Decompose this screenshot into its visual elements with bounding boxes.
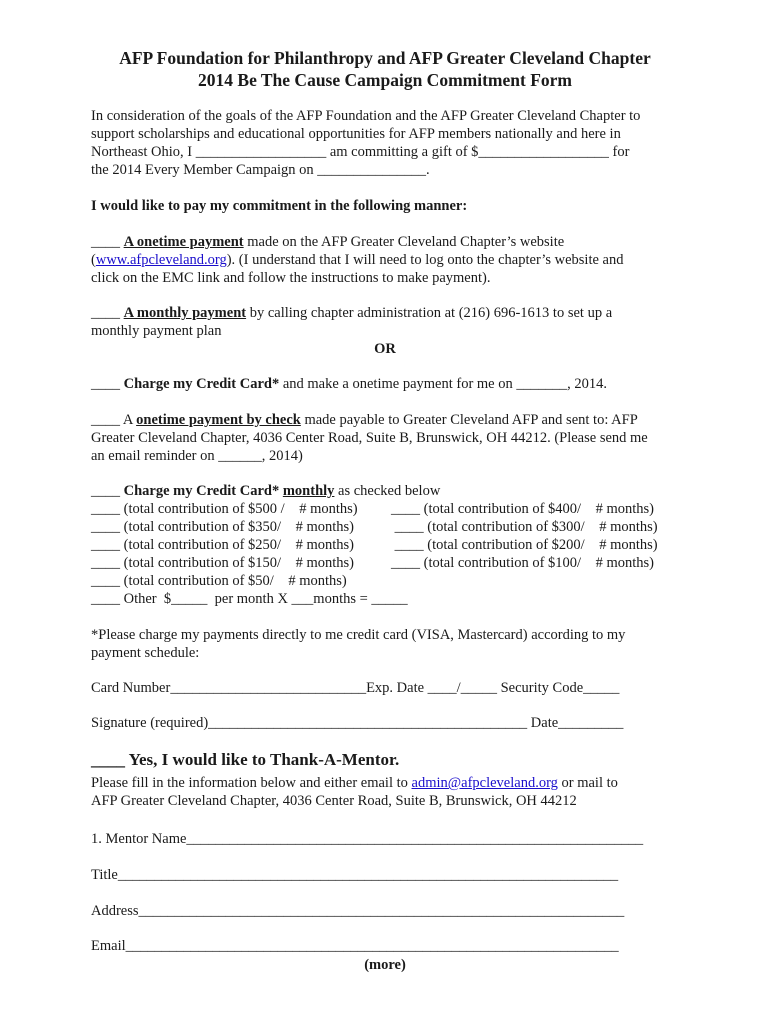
option-credit-once — [91, 375, 607, 393]
intro-line2: support scholarships and educational opportunities for AFP members nationally and here in — [91, 126, 621, 142]
mentor-text-line1 — [91, 774, 618, 792]
option-credit-monthly-text: as checked below — [334, 483, 441, 499]
option-monthly-line1 — [91, 304, 612, 322]
contribution-left-1[interactable]: ____ (total contribution of $350/ # months) — [91, 519, 354, 535]
card-note-line1: *Please charge my payments directly to me credit card (VISA, Mastercard) according to my — [91, 627, 626, 643]
option-online-text2: ). (I understand that I will need to log onto the chapter’s website and — [226, 252, 624, 268]
contribution-right-0[interactable]: ____ (total contribution of $400/ # months) — [391, 501, 654, 517]
card-note-line2: payment schedule: — [91, 645, 200, 661]
admin-email-link[interactable]: admin@afpcleveland.org — [411, 775, 558, 791]
option-check-line3: an email reminder on ______, 2014) — [91, 448, 303, 464]
option-credit-once-label: Charge my Credit Card* — [123, 376, 280, 392]
contribution-left-3[interactable]: ____ (total contribution of $150/ # months) — [91, 555, 354, 571]
contribution-right-3[interactable]: ____ (total contribution of $100/ # months) — [391, 555, 654, 571]
contribution-left-2[interactable]: ____ (total contribution of $250/ # months) — [91, 537, 354, 553]
payment-heading: I would like to pay my commitment in the following manner: — [91, 198, 468, 214]
option-credit-monthly-label2: monthly — [282, 483, 335, 499]
intro-line3: Northeast Ohio, I __________________ am committing a gift of $__________________ for — [91, 144, 630, 160]
mentor-name-field[interactable]: 1. Mentor Name_______________________________________________________________ — [91, 831, 644, 847]
option-online-line3: click on the EMC link and follow the instructions to make payment). — [91, 270, 491, 286]
option-monthly-blank[interactable]: ____ — [91, 305, 124, 321]
mentor-text1b: or mail to — [557, 775, 618, 791]
contribution-other[interactable]: ____ Other $_____ per month X ___months = _____ — [91, 591, 408, 607]
mentor-heading[interactable]: ____ Yes, I would like to Thank-A-Mentor. — [91, 750, 400, 769]
contribution-left-4[interactable]: ____ (total contribution of $50/ # months) — [91, 573, 347, 589]
form-title-line2: 2014 Be The Cause Campaign Commitment Form — [198, 70, 572, 90]
mentor-email-field[interactable]: Email____________________________________________________________________ — [91, 938, 619, 954]
form-title-line1: AFP Foundation for Philanthropy and AFP Greater Cleveland Chapter — [119, 48, 651, 68]
footer-more: (more) — [364, 957, 406, 973]
option-online-text1: made on the AFP Greater Cleveland Chapter’s website — [243, 234, 565, 250]
or-label: OR — [374, 341, 396, 357]
option-online-line2 — [91, 251, 623, 269]
option-online-blank[interactable]: ____ — [91, 234, 124, 250]
option-credit-once-text: and make a onetime payment for me on _______, 2014. — [279, 376, 607, 392]
option-check-text1: made payable to Greater Cleveland AFP and sent to: AFP — [300, 412, 638, 428]
option-check-line1 — [91, 411, 638, 429]
website-link[interactable]: www.afpcleveland.org — [95, 252, 227, 268]
option-credit-monthly-label: Charge my Credit Card* — [123, 483, 280, 499]
mentor-address-field[interactable]: Address___________________________________________________________________ — [91, 903, 625, 919]
option-credit-monthly-blank[interactable]: ____ — [91, 483, 124, 499]
contribution-left-0[interactable]: ____ (total contribution of $500 / # months) — [91, 501, 358, 517]
contribution-right-1[interactable]: ____ (total contribution of $300/ # months) — [391, 519, 658, 535]
contribution-right-2[interactable]: ____ (total contribution of $200/ # months) — [391, 537, 658, 553]
option-monthly-line2: monthly payment plan — [91, 323, 222, 339]
option-credit-monthly — [91, 482, 440, 500]
option-online-label: A onetime payment — [123, 234, 244, 250]
card-number-field[interactable]: Card Number___________________________Exp. Date ____/_____ Security Code_____ — [91, 680, 620, 696]
intro-line1: In consideration of the goals of the AFP Foundation and the AFP Greater Cleveland Chapter to — [91, 108, 641, 124]
option-check-blank[interactable]: ____ A — [91, 412, 137, 428]
option-credit-once-blank[interactable]: ____ — [91, 376, 124, 392]
signature-field[interactable]: Signature (required)____________________________________________ Date_________ — [91, 715, 624, 731]
mentor-text-line2: AFP Greater Cleveland Chapter, 4036 Center Road, Suite B, Brunswick, OH 44212 — [91, 793, 577, 809]
option-check-line2: Greater Cleveland Chapter, 4036 Center Road, Suite B, Brunswick, OH 44212. (Please send me — [91, 430, 648, 446]
paren-open: ( — [91, 252, 96, 268]
mentor-text1a: Please fill in the information below and either email to — [91, 775, 412, 791]
intro-line4: the 2014 Every Member Campaign on _______________. — [91, 162, 430, 178]
mentor-title-field[interactable]: Title_____________________________________________________________________ — [91, 867, 619, 883]
option-check-label: onetime payment by check — [136, 412, 301, 428]
option-monthly-text1: by calling chapter administration at (216) 696-1613 to set up a — [246, 305, 613, 321]
option-online-line1 — [91, 233, 564, 251]
option-monthly-label: A monthly payment — [123, 305, 247, 321]
